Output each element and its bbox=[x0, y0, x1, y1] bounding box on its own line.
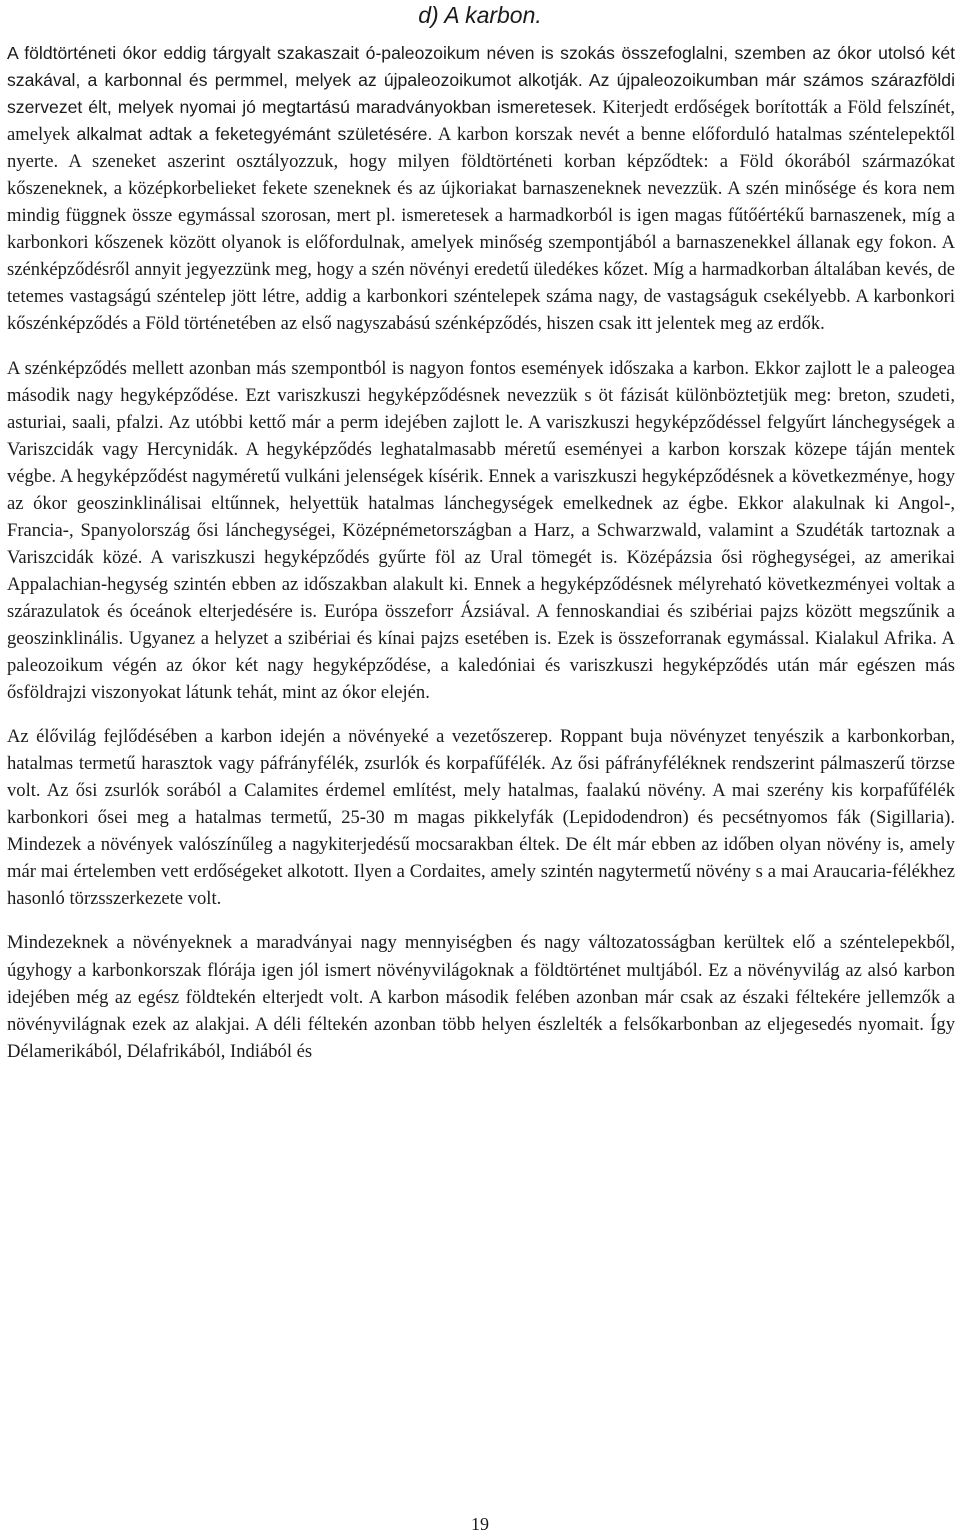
text-run: A földtörténeti ókor eddig tárgyalt szakaszait ó-paleozoikum néven is szokás összefoglalni, szemben az ókor utolsó két szakával, a karbonnal és permmel, melyek az újpaleozoikumot alkotják. Az újpaleozoikumban már számos szárazföldi szervezet élt, melyek nyomai jó megtartású maradványokban ismeretesek. bbox=[7, 43, 955, 118]
paragraph-karbon-intro bbox=[7, 40, 955, 338]
text-run: Mindezeknek a növényeknek a maradványai nagy mennyiségben és nagy változatosságban kerültek elő a széntelepekből, úgyhogy a karbonkorszak flórája igen jól ismert növényvilágoknak a földtörténet multjából. Ez a növényvilág az alsó karbon idejében még az egész földtekén elterjedt volt. A karbon második felében azonban már csak az északi féltekére jellemzők a növényvilágnak ezek az alakjai. A déli féltekén azonban több helyen észlelték a felsőkarbonban az eljegesedés nyomait. Így Délamerikából, Délafrikából, Indiából és bbox=[7, 932, 955, 1062]
paragraph-hegykepzodes bbox=[7, 355, 955, 707]
paragraph-elovilag bbox=[7, 723, 955, 912]
text-run: A szénképződés mellett azonban más szempontból is nagyon fontos események időszaka a karbon. Ekkor zajlott le a paleogea második nagy hegyképződése. Ezt variszkuszi hegyképződésnek nevezzük s öt fázisát különböztetjük meg: breton, szudeti, asturiai, saali, pfalzi. Az utóbbi kettő már a perm idejében zajlott le. A variszkuszi hegyképződéssel felgyűrt lánchegységek a Variszcidák vagy Hercynidák. A hegyképződés leghatalmasabb méretű eseményei a karbon korszak közepe táján mentek végbe. A hegyképződést nagyméretű vulkáni jelenségek kísérik. Ennek a variszkuszi hegyképződésnek a következménye, hogy az ókor geoszinklinálisai eltűnnek, helyettük hatalmas lánchegységek emelkednek az égbe. Ekkor alakulnak ki Angol-, Francia-, Spanyolország ősi lánchegységei, Középnémetországban a Harz, a Schwarzwald, valamint a Szudéták tartoznak a Variszcidák közé. A variszkuszi hegyképződés gyűrte föl az Ural tömegét is. Középázsia ősi röghegységei, az amerikai Appalachian-hegység szintén ebben az időszakban alakult ki. Ennek a hegyképződésnek mélyreható következményei voltak a szárazulatok és óceánok elterjedésére is. Európa összeforr Ázsiával. A fennoskandiai és szibériai pajzs között megszűnik a geoszinklinális. Ugyanez a helyzet a szibériai és kínai pajzs esetében is. Ezek is összeforranak egymással. Kialakul Afrika. A paleozoikum végén az ókor két nagy hegyképződése, a kaledóniai és variszkuszi hegyképződés után már egészen más ősföldrajzi viszonyokat látunk tehát, mint az ókor elején. bbox=[7, 357, 955, 704]
text-run: Az élővilág fejlődésében a karbon idején a növényeké a vezetőszerep. Roppant buja növényzet tenyészik a karbonkorban, hatalmas termetű harasztok vagy páfrányfélék, zsurlók és korpafűfélék. Az ősi páfrányféléknek rendszerint pálmaszerű törzse volt. Az ősi zsurlók sorából a Calamites érdemel említést, mely hatalmas, faalakú növény. A mai szerény kis korpafűfélék karbonkori ősei meg a hatalmas termetű, 25-30 m magas pikkelyfák (Lepidodendron) és pecsétnyomos fák (Sigillaria). Mindezek a növények valószínűleg a nagykiterjedésű mocsarakban éltek. De élt már ebben az időben olyan növény is, amely már mai értelemben vett erdőségeket alkotott. Ilyen a Cordaites, amely szintén nagytermetű növény s a mai Araucaria-félékhez hasonló törzsszerkezete volt. bbox=[7, 726, 955, 910]
body-text bbox=[7, 40, 955, 1065]
paragraph-novenyek bbox=[7, 929, 955, 1064]
page-number: 19 bbox=[471, 1514, 489, 1534]
section-heading: d) A karbon. bbox=[418, 2, 542, 28]
text-run: Kiterjedt erdőségek borították a Föld felszínét, amelyek bbox=[7, 97, 955, 146]
text-run: A karbon korszak nevét a benne előforduló hatalmas széntelepektől nyerte. A szeneket aszerint osztályozzuk, hogy milyen földtörténeti korban képződtek: a Föld ókorából származókat kőszeneknek, a középkorbelieket fekete szeneknek és az újkoriakat barnaszeneknek nevezzük. A szén minősége és kora nem mindig függnek össze egymással szorosan, mert pl. ismeretesek a harmadkorból is igen magas fűtőértékű barnaszenek, míg a karbonkori kőszenek között olyanok is előfordulnak, amelyek minőség szempontjából a barnaszenekkel állanak egy fokon. A szénképződésről annyit jegyezzünk meg, hogy a szén növényi eredetű üledékes kőzet. Míg a harmadkorban általában kevés, de tetemes vastagságú széntelep jött létre, addig a karbonkori széntelepek száma nagy, de vastagságuk csekélyebb. A karbonkori kőszénképződés a Föld történetében az első nagyszabású szénképződés, hiszen csak itt jelentek meg az erdők. bbox=[7, 124, 955, 335]
text-run: alkalmat adtak a feketegyémánt születésére. bbox=[76, 124, 433, 145]
